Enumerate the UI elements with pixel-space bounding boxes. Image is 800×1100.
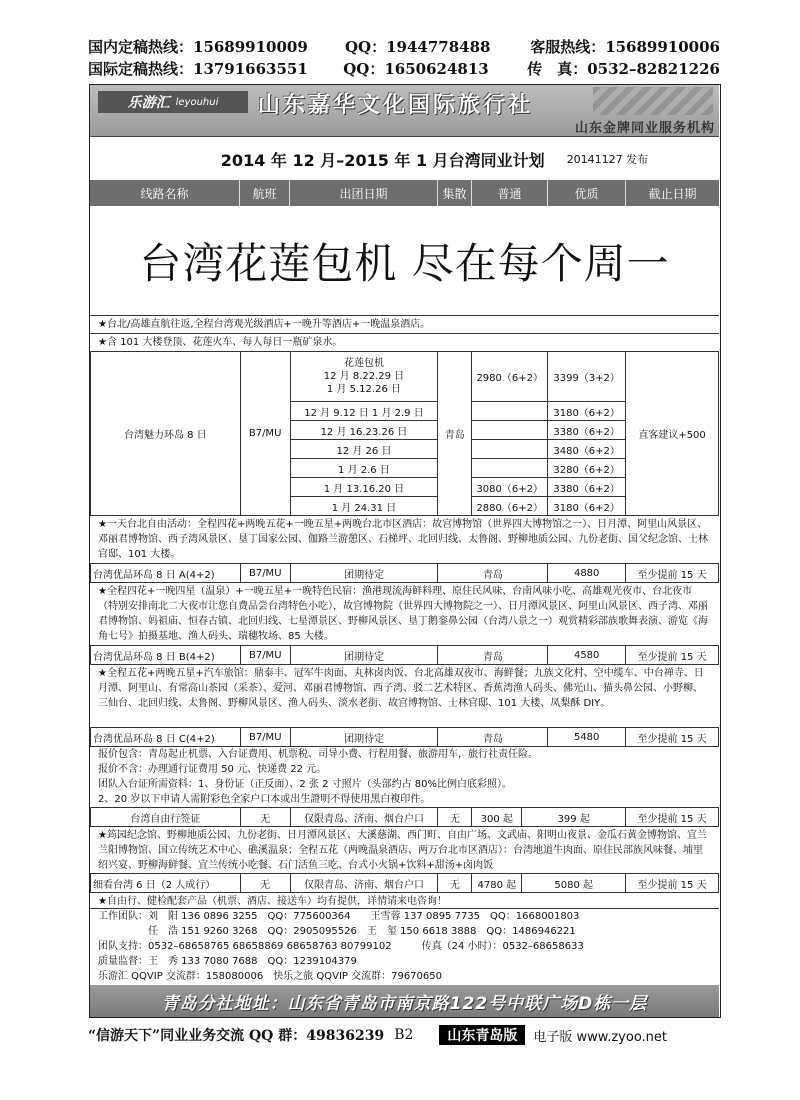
tour-deadline: 至少提前 15 天	[626, 874, 719, 893]
fax: 传 真：0532–82821226	[527, 60, 720, 78]
tour-premium-price: 3180（6+2）	[548, 402, 626, 421]
tour-premium-price: 3399（3+2）	[548, 352, 626, 402]
logo-text: 乐游汇	[127, 95, 170, 111]
detail-tour-row	[90, 873, 719, 893]
banner	[90, 85, 719, 137]
header-flight: 航班	[240, 180, 290, 206]
tour-flight: B7/MU	[240, 646, 290, 665]
tour-price-2: 399 起	[522, 808, 626, 827]
tour-premium-price: 3180（6+2）	[548, 497, 626, 516]
tour-premium-price: 3280（6+2）	[548, 459, 626, 478]
free-visa-row	[90, 807, 719, 827]
tour-normal-price: 2980（6+2）	[472, 352, 548, 402]
tour-normal: 无	[438, 874, 472, 893]
main-tour-table	[90, 351, 719, 516]
tour-flight: B7/MU	[240, 728, 290, 747]
publish-date: 20141127 发布	[566, 153, 649, 166]
desc-tour-a: ★一天台北自由活动：全程四花+两晚五花+一晚五星+两晚台北市区酒店：故宫博物馆（世界四大博物馆之一）、日月潭、阿里山风景区、邓丽君博物馆、西子湾风景区、垦丁国家公园、伽路兰游憩区、石梯坪、北回归线、太鲁阁、野柳地质公园、九份老街、国父纪念馆、士林官邸、101 大楼。	[90, 515, 719, 563]
tour-price-2: 5080 起	[522, 874, 626, 893]
contacts	[90, 908, 719, 984]
table-row	[91, 728, 719, 747]
tour-date: 团期待定	[290, 564, 438, 583]
contact-groups: 乐游汇 QQVIP 交流群：158080006 快乐之旅 QQVIP 交流群：79670650	[98, 971, 442, 982]
tour-date: 仅限青岛、济南、烟台户口	[290, 808, 438, 827]
banner-image	[593, 87, 713, 115]
price-includes: 报价包含：青岛起止机票、入台证费用、机票税、司导小费、行程用餐、旅游用车，旅行社责任险。	[98, 749, 538, 760]
note-1: ★台北/高雄直航往返,全程台湾观光级酒店+一晚升等酒店+一晚温泉酒店。	[90, 315, 719, 333]
tour-premium-price: 3480（6+2）	[548, 440, 626, 459]
contact-support: 团队支持：0532–68658765 68658869 68658763 80799102 传真（24 小时）：0532–68658633	[98, 941, 584, 952]
tour-date: 1 月 2.6 日	[290, 459, 438, 478]
tour-deadline: 至少提前 15 天	[626, 564, 719, 583]
header-date: 出团日期	[290, 180, 438, 206]
page-number: B2	[394, 1027, 414, 1043]
tour-date: 花莲包机 12 月 8.22.29 日 1 月 5.12.26 日	[290, 352, 438, 402]
table-row	[91, 874, 719, 893]
tour-date: 12 月 16.23.26 日	[290, 421, 438, 440]
tour-city: 青岛	[438, 646, 548, 665]
header-normal: 普通	[472, 180, 548, 206]
tour-deadline: 至少提前 15 天	[626, 646, 719, 665]
domestic-hotline: 国内定稿热线：15689910009	[88, 38, 308, 56]
header-premium: 优质	[548, 180, 626, 206]
tour-deadline: 直客建议+500	[626, 352, 719, 516]
tour-price: 5480	[548, 728, 626, 747]
tour-normal-price: 3080（6+2）	[472, 478, 548, 497]
desc-tour-c: ★全程五花+两晚五星+汽车旅馆：鼎泰丰、冠军牛肉面、丸林卤肉饭、台北高雄双夜市、海鲜餐；九族文化村、空中缆车、中台禅寺、日月潭、阿里山、有常高山茶园（采茶）、爱河、邓丽君博物馆、西子湾、驳二艺术特区、香蕉湾渔人码头、佛光山、猫头鼻公园、小野柳、三仙台、北回归线、太鲁阁、野柳风景区、渔人码头、淡水老街、故宫博物馆、士林官邸、101 大楼、凤梨酥 DIY。	[90, 664, 719, 712]
contact-team-2: 任 浩 151 9260 3268 QQ：2905095526 王 玺 150 6618 3888 QQ：1486946221	[98, 926, 576, 937]
tour-flight: B7/MU	[240, 352, 290, 516]
tour-premium-price: 3380（6+2）	[548, 478, 626, 497]
tour-date: 12 月 9.12 日 1 月 2.9 日	[290, 402, 438, 421]
tour-deadline: 至少提前 15 天	[626, 808, 719, 827]
table-row	[91, 564, 719, 583]
edition-badge: 山东青岛版	[439, 1025, 525, 1045]
website: 电子版 www.zyoo.net	[533, 1029, 668, 1045]
ad-frame	[89, 84, 721, 1018]
tour-normal-price	[472, 421, 548, 440]
tour-date: 12 月 26 日	[290, 440, 438, 459]
tour-price-1: 300 起	[472, 808, 522, 827]
tour-date: 1 月 24.31 日	[290, 497, 438, 516]
tour-name: 台湾魅力环岛 8 日	[91, 352, 241, 516]
contact-quality: 质量监督：王 秀 133 7080 7688 QQ：1239104379	[98, 956, 357, 967]
tour-name: 台湾优品环岛 8 日 B(4+2)	[91, 646, 241, 665]
tour-name: 台湾优品环岛 8 日 A(4+2)	[91, 564, 241, 583]
tour-normal-price	[472, 402, 548, 421]
tour-name: 细看台湾 6 日（2 人成行）	[91, 874, 241, 893]
header-deadline: 截止日期	[648, 186, 697, 201]
tour-price-1: 4780 起	[472, 874, 522, 893]
title-row	[90, 141, 719, 177]
table-row	[91, 352, 719, 402]
service-hotline: 客服热线：15689910006	[530, 38, 720, 56]
tour-a-row	[90, 563, 719, 583]
header-route: 线路名称	[90, 180, 240, 206]
tour-city: 青岛	[438, 352, 472, 516]
tour-city: 青岛	[438, 564, 548, 583]
tour-b-row	[90, 645, 719, 665]
slogan: 台湾花莲包机 尽在每个周一	[139, 239, 670, 288]
table-row	[91, 808, 719, 827]
tour-normal-price	[472, 440, 548, 459]
desc-tour-d: ★筠园纪念馆、野柳地质公园、九份老街、日月潭风景区、大溪慈湖、西门町、自由广场、文武庙、阳明山夜景、金瓜石黄金博物馆、宜兰兰阳博物馆、国立传统艺术中心、礁溪温泉；全程五花（两晚温泉酒店、两万台北市区酒店）：台湾地道牛肉面、原住民部族风味餐、埔里绍兴宴、野柳海鲜餐、宜兰传统小吃餐、石门活鱼三吃、台式小火锅+饮料+甜汤+卤肉饭	[90, 826, 719, 874]
tour-normal: 无	[438, 808, 472, 827]
tour-flight: 无	[240, 808, 290, 827]
table-header	[90, 180, 719, 206]
tour-c-row	[90, 727, 719, 747]
header-city: 集散	[438, 180, 472, 206]
tour-date: 1 月 13.16.20 日	[290, 478, 438, 497]
agency-subtitle: 山东金牌同业服务机构	[574, 121, 715, 136]
tour-date: 团期待定	[290, 728, 438, 747]
contact-team-1: 工作团队：刘 阳 136 0896 3255 QQ：775600364 王雪蓉 137 0895 7735 QQ：1668001803	[98, 911, 580, 922]
tour-normal-price	[472, 459, 548, 478]
tour-price: 4580	[548, 646, 626, 665]
agency-name: 山东嘉华文化国际旅行社	[258, 93, 534, 118]
bottom-bar	[88, 1024, 720, 1046]
branch-address: 青岛分社地址：山东省青岛市南京路122号中联广场D栋一层	[90, 985, 719, 1017]
price-excludes: 报价不含：办理通行证费用 50 元、快递费 22 元。	[98, 764, 327, 775]
hotlines	[88, 36, 720, 80]
price-info	[90, 746, 719, 807]
desc-tour-b: ★全程四花+一晚四星（温泉）+一晚五星+一晚特色民宿：渔港现流海鲜料理、原住民风味、台南风味小吃、高雄观光夜市、台北夜市（特别安排南北二大夜市让您自费品尝台湾特色小吃），故宫博物院（世界四大博物院之一）、日月潭风景区、阿里山风景区、西子湾、邓丽君博物馆、妈祖庙、恒春古镇、北回归线、七星潭景区、野柳风景区、垦丁鹅銮鼻公园（台湾八景之一）观赏精彩部族歌舞表演、游览《海角七号》拍摄基地、渔人码头、瑞穗牧场、85 大楼。	[90, 582, 719, 645]
note-free-travel: ★自由行、健检配套产品（机票、酒店、接送车）均有提供，详情请来电咨询！	[90, 892, 719, 910]
hotline-row-1	[88, 36, 720, 58]
qq-group: “信游天下”同业业务交流 QQ 群：49836239	[88, 1028, 385, 1044]
tour-name: 台湾优品环岛 8 日 C(4+2)	[91, 728, 241, 747]
tour-date: 仅限青岛、济南、烟台户口	[290, 874, 438, 893]
table-row	[91, 646, 719, 665]
tour-normal-price: 2880（6+2）	[472, 497, 548, 516]
qq-1: QQ：1944778488	[344, 38, 491, 56]
tour-name: 台湾自由行签证	[91, 808, 241, 827]
intl-hotline: 国际定稿热线：13791663551	[88, 60, 308, 78]
tour-deadline: 至少提前 15 天	[626, 728, 719, 747]
tour-city: 青岛	[438, 728, 548, 747]
tour-flight: B7/MU	[240, 564, 290, 583]
visa-docs-minor: 2、20 岁以下申请人需附彩色全家户口本或出生證明不得使用黑白複印件。	[98, 794, 431, 805]
page-title: 2014 年 12 月–2015 年 1 月台湾同业计划	[220, 150, 545, 170]
logo	[98, 91, 248, 113]
hotline-row-2	[88, 58, 720, 80]
tour-flight: 无	[240, 874, 290, 893]
tour-price: 4880	[548, 564, 626, 583]
note-2: ★含 101 大楼登顶、花莲火车、每人每日一瓶矿泉水。	[90, 333, 719, 351]
tour-date: 团期待定	[290, 646, 438, 665]
tour-premium-price: 3380（6+2）	[548, 421, 626, 440]
qq-2: QQ：1650624813	[343, 60, 489, 78]
logo-en: leyouhui	[175, 96, 219, 108]
visa-docs: 团队入台证所需资料：1、身份证（正反面）、2 张 2 寸照片（头部约占 80%比例白底彩照）。	[98, 779, 513, 790]
